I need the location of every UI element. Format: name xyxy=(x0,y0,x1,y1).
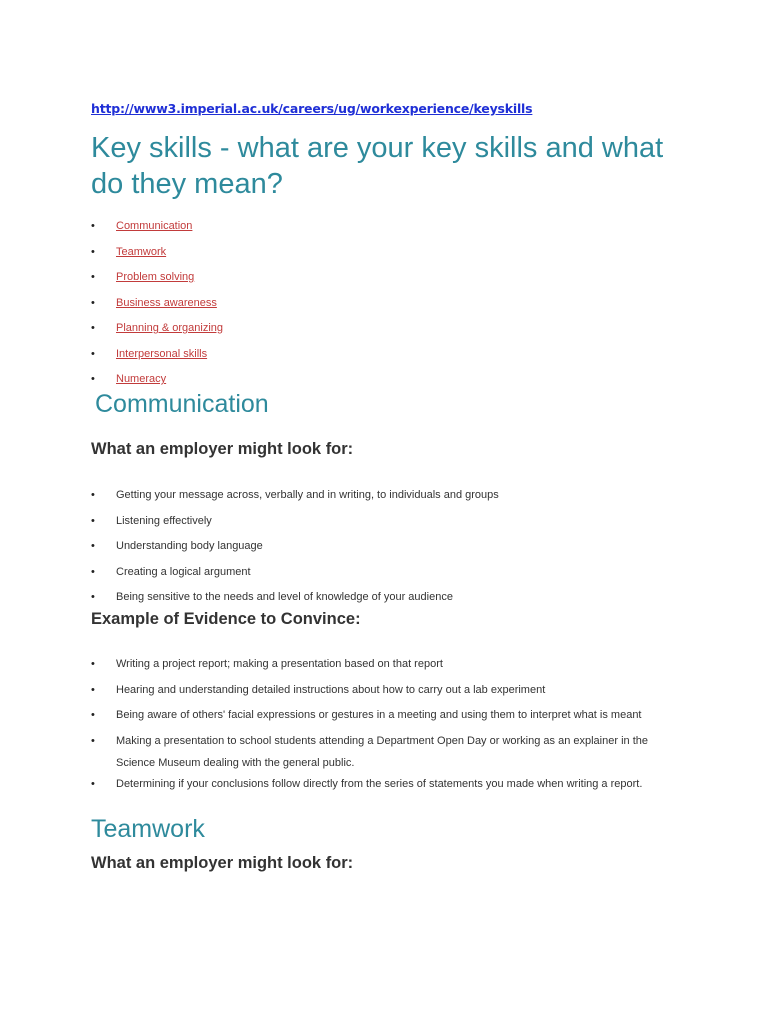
list-item: • Writing a project report; making a presentation based on that report xyxy=(91,658,691,684)
communication-evidence-list xyxy=(91,658,691,798)
toc-item xyxy=(91,322,691,348)
page-title: Key skills - what are your key skills and what do they mean? xyxy=(91,132,664,200)
toc-item xyxy=(91,246,691,272)
list-item: • Hearing and understanding detailed instructions about how to carry out a lab experiment xyxy=(91,684,691,710)
toc-link-problem-solving[interactable]: Problem solving xyxy=(116,271,195,283)
toc-link-planning-organizing[interactable]: Planning & organizing xyxy=(116,322,224,334)
communication-employer-list xyxy=(91,489,691,617)
toc-item xyxy=(91,348,691,374)
list-item: • Being sensitive to the needs and level of knowledge of your audience xyxy=(91,591,691,617)
list-item: • Getting your message across, verbally and in writing, to individuals and groups xyxy=(91,489,691,515)
communication-evidence-heading: Example of Evidence to Convince: xyxy=(91,610,361,628)
list-item: • Creating a logical argument xyxy=(91,566,691,592)
list-item: • Being aware of others' facial expressions or gestures in a meeting and using them to interpret what is meant xyxy=(91,709,691,735)
skills-toc-list xyxy=(91,220,691,399)
toc-link-numeracy[interactable]: Numeracy xyxy=(116,373,167,385)
list-item: • Understanding body language xyxy=(91,540,691,566)
teamwork-heading: Teamwork xyxy=(91,815,205,843)
teamwork-employer-heading: What an employer might look for: xyxy=(91,854,354,872)
toc-link-communication[interactable]: Communication xyxy=(116,220,193,232)
toc-item xyxy=(91,220,691,246)
communication-employer-heading: What an employer might look for: xyxy=(91,440,354,458)
toc-link-interpersonal-skills[interactable]: Interpersonal skills xyxy=(116,347,208,360)
communication-heading: Communication xyxy=(95,390,269,418)
list-item: • Determining if your conclusions follow directly from the series of statements you made when writing a report. xyxy=(91,778,691,798)
toc-link-business-awareness[interactable]: Business awareness xyxy=(116,296,217,309)
toc-item xyxy=(91,297,691,323)
toc-link-teamwork[interactable]: Teamwork xyxy=(116,245,167,258)
list-item: • Listening effectively xyxy=(91,515,691,541)
source-url-link[interactable]: http://www3.imperial.ac.uk/careers/ug/workexperience/keyskills xyxy=(91,101,533,116)
toc-item xyxy=(91,271,691,297)
list-item: • Making a presentation to school students attending a Department Open Day or working as an explainer in the Science Museum dealing with the general public. xyxy=(91,730,676,778)
